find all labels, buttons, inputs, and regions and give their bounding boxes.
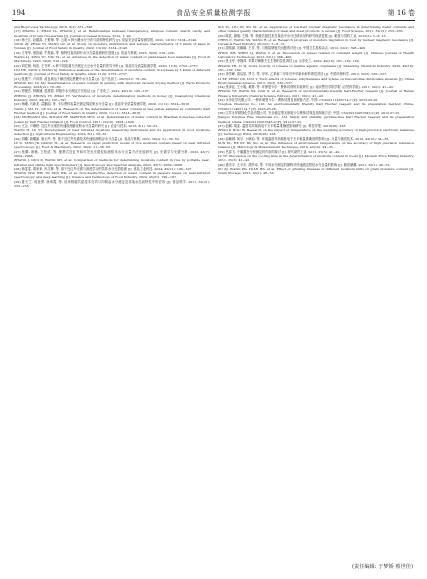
reference-entry: LI XF, ZHOU QX, LUO Y. Toxic effects of toluene, ethylbenzene and xylene on Neocaridina denticulate sinensis [J]. China Environmental Science, 2013, 33(3): 530−537. xyxy=(218,76,414,85)
reference-entry: [18] 杨子江, 赵耀真, 王惟博, 等. 云南 5 种大糖水分分布与质构特性研究 [J]. 食品安全质量检测学报, 2022, 13(10): 3134−3140. xyxy=(14,37,198,42)
references-right-column xyxy=(218,25,414,175)
reference-entry: [20] 刘宏娥, 杨浩, 王书军. 3 种不同检测方法测定大豆水分含量的差异分析 [J]. 食品安全质量检测学报, 2020, 11(9): 2753−2757. xyxy=(14,63,199,68)
reference-entry: YANG J, MA YL, GE SL, et al. Research on the determination of water content in bee pollen samples by volumetric Karl Fischer method [J]. Journal of Food Safety & Quality, 2020, 11(11): 3614−3618. xyxy=(14,106,210,115)
reference-entry: [37] 赵鹏, 胡亚. 温度对高频真电子天平称量准确度影响研究 [J]. 科技导报, 2018(28): 238. xyxy=(218,123,347,128)
volume-label: 第 16 卷 xyxy=(387,9,415,17)
reference-entry: ZHANG KN, LU XQ. Determination of water content in gummy with improved vacuum drying method [J]. Farm Products Processing, 2023(21): 78−80. xyxy=(14,80,210,90)
reference-entry: LIU HE, YANG Y, WANG SJ. Difference analysis of the determination of moisture content in soybean by 3 kinds of different methods [J]. Journal of Food Safety & Quality, 2020, 11(9): 2753−2757. xyxy=(14,67,210,77)
reference-entry: [22] 郑俊杰, 钟翀涵, 赵甜甜. 烘箱中水分测定方法验证 [J]. 广东化工, 2022, 49(16): 195−197. xyxy=(14,89,150,94)
reference-entry: [35] 永争化学有限公司. 一种环保型卡尔・费休试剂及其制备方法: 中国, CN202111405714.7 [P]. 2023-05-26. xyxy=(218,98,379,103)
reference-entry: [26] 刘曦, 唐曦丽, 唐太玲, 等. 基于近红外光谱技术快速检测稻谷水分含量 [J]. 食品与机械, 2022, 38(2): 51−56, 63. xyxy=(14,136,180,141)
reference-entry: ZHANG YR, LI TJ. Acute toxicity of toluene to marine aquatic organisms [J]. Shandong Chemical Industry, 2020, 49(16): 161−162, 169. xyxy=(218,63,414,72)
reference-entry: [32] 张玉华, 李静萍. 苹果对梅斯夫生生物的急性毒性 [J]. 山东化工, 2020, 49(16): 161−162, 169. xyxy=(218,59,360,64)
reference-entry: ZHENG JJ, ZHONG YY, ZHAO TT. Verification of moisture determination methods in honey [J]. Guangdong Chemical Industry, 2022, 49(16): 195−197. xyxy=(14,93,210,103)
reference-entry: [38] 孙鹏城, 何平, 卜晓怡, 等. 环境温度对高精度电子天平称量准确度的影响 [J]. 计量与测试技术, 2016, 43(10): 34−35. xyxy=(218,136,390,141)
running-header xyxy=(12,7,415,21)
reference-entry: [29] 夏天兰, 同登勇, 徐章霞, 等. 低场核磁共振技术在肉与肉制品水分测定及其他水品质特性中的应用 [J]. 食品科学, 2011, 32(21): 253−256. xyxy=(14,179,210,188)
reference-entry: ZHANG WW, WEI YP, SUN WK, et al. Non-destructive detection of water content in peppers based on near-infrared spectroscopy and deep learning [J]. Science and Technology of Food Industry, 2024, 45(21): 190−197. xyxy=(14,171,210,180)
reference-entry: [25] 王企, 卢琳婷. 近红外光谱法快速检测蜂花粉水分含量的研究 [J]. 农业与技术, 2016, 6(1): 58−61. xyxy=(14,123,159,128)
reference-entry: [31] 周伟斌, 沈娜娜, 王芳, 等. 与瓶装烟瓶关问题的讨论 [J]. 中国卫生检验杂志, 2012, 22(2): 398−400. xyxy=(218,46,367,51)
reference-entry: [30] 陈武, 谢瑞, 王锦, 等. 低磁共振技术在食品中水分迁移状况的研究现状进展 [J]. 粮食与饲料工业, 2015(5): 5−8, 13. xyxy=(218,33,387,38)
reference-entry: YANG ZJ, ZHAO YY, WANG GY, et al. Study on moisture distribution and texture characteristics of 5 kinds of kane in Yunnan [J]. Journal of Food Safety & Quality, 2022, 13(10): 3134−3140. xyxy=(14,42,210,51)
reference-entry: Yonghua Chemical Co., Ltd. An environmentally friendly Karl Fischer reagent and its preparation method: China, CN202111405714.7 [P]. 2023-05-26. xyxy=(218,102,414,111)
reference-entry: [40] 徐宗平, 王平东, 胡华卓, 等. 不同水分测定的静物对快速测定柑桔水分含量的影响 [J]. 粮食储藏, 2021, 50(1): 48−52. xyxy=(218,162,391,167)
reference-entry: LV YF. Discussion on the cooling time in the determination of moisture content in foods [J]. Modern Price Milling Industry, 2011, 25(3): 41−42. xyxy=(218,153,414,163)
reference-entry: WANG LJ, XING YC, NIU YL, et al. Advances in the detection of water content of plant-based food materials [J]. Food & Machinery, 2023, 39(8): 218−226. xyxy=(14,55,210,64)
reference-entry: CHEN C, WANG XX, WANG R, et al. Research progress of moisture migration in food by nuclear magnetic resonance [J]. Cereal & Feed Industry, 2015(5): 5−8, 13. xyxy=(218,37,414,47)
reference-entry: WANG H, LU YT. Development of near infrared moisture measuring instrument and its application in food moisture detection [J]. Agricultural Engineering, 2016, 6(1): 58−61. xyxy=(14,128,210,137)
reference-entry: [28] 杨雯雯, 胡家来, 孙文辉, 等. 基于近红外光谱与深度学习的苦荞水分无损检测 [J]. 食品工业科技, 2024, 45(21): 190−197. xyxy=(14,166,193,171)
reference-entry: ZHAO P, HOU W. Research on the impact of temperature on the weighing accuracy of high-precision electronic balances [J]. Technology Wind, 2018(28): 238. xyxy=(218,128,414,137)
page-number: 194 xyxy=(12,9,26,17)
reference-entry: [21] 张康宁, 卢训青. 改良减压干燥法测定蔗糖中水分含量 [J]. 农产品加工, 2023(21): 78−80. xyxy=(14,76,148,81)
reference-entry: XU ZJ, WANG PD, YUAN HS, et al. Effect of grinding fineness of different moisture mills on grain moisture content [J]. Grain Storage, 2021, 50(1): 48−52. xyxy=(218,166,414,176)
reference-entry: [19] 王采军, 邢欣斌, 牛燕丽, 等. 植物性食品即时水分含量检测研究进展 [J]. 食品与机械, 2023, 39(8): 218−226. xyxy=(14,50,175,55)
reference-entry: ZHANG J, GUO Z, WANG SH, et al. Comparison of methods for determining moisture content in rice by portable near-infrared and visible light spectrometers [J]. Spectroscopy and Spectral Analysis, 2023, 43(7): 2059−2066. xyxy=(14,158,210,167)
reference-entry: [23] 杨曦, 马新龙, 葛鹏丽, 等. 卡尔费休容量法测定棉花粕水分含量 [J]. 食品安全质量检测学报, 2020, 11(11): 3614−3618. xyxy=(14,102,191,107)
reference-entry: [36] 江苏永华精细化学品有限公司. 安全稳定型无吡啶卡尔费休试剂及其制备方法: 中国, CN202110057643.0 [P]. 2012-07-25. xyxy=(218,110,401,115)
reference-entry: and Bioprocess Technology, 2016, 9(2): 331−340. xyxy=(14,25,94,29)
reference-entry: [33] 李学峰, 周启星, 罗义, 等. 甲苯, 乙苯和二甲苯对中华新米虾的毒性效应 [J]. 中国环境科学, 2013, 33(3): 530−537. xyxy=(218,72,388,77)
reference-entry: LV D, TANG JB, DIANG TL, et al. Research on rapid prediction model of rice moisture content based on near infrared spectroscopy [J]. Food & Machinery, 2022, 38(2): 51−56, 63. xyxy=(14,141,210,150)
editor-credit: (责任编辑: 于梦娇 蔡世佳) xyxy=(352,564,413,570)
reference-entry: XIA TL, LIU DY, XU XL, et al. Application of low-field nuclear magnetic resonance in determining water contents and other related quality characteristics of meat and meat products: A review [J]. Food Science, 2011, 32(21): 253−256. xyxy=(218,25,414,34)
reference-entry: ZHOU WB, SHEN LJ, WANG Y, et al. Discussion on issues related to constant weight [J]. Chinese Journal of Health Laboratory Technology, 2012, 22(2): 398−400. xyxy=(218,50,414,60)
reference-entry: SUN PL, HE KY, BU XG, et al. The Influence of environment temperature on the accuracy of high precision reference balance [J]. Metrology & Measurement Technique, 2016, 43(10): 34−35. xyxy=(218,141,414,150)
references-left-column xyxy=(14,25,210,188)
reference-entry: ZHANG YZ, WANG XX, GAO X, et al. Research of environmentally-friendly Karl-Fischer reagent [J]. Journal of Henan Finance University (Natural Science Edition), 2011, 30(1): 41−43. xyxy=(218,89,414,98)
reference-entry: [34] 张泽业, 王小娟, 黄静, 等. 环保型卡尔・费休试剂的实验研究 [J]. 南京警官学院学报 (自然科学版), 2011, 30(1): 41−43. xyxy=(218,85,394,90)
reference-entry: [17] ZHANG L, ZHAO LL, ZHANG J, et al. Relationships between transparency, amylose content, starch cavity, and moisture of brown rice kernels [J]. Journal of Cereal Science, 2019, 1: 90. xyxy=(14,29,210,38)
reference-entry: [24] MORGANO MA, MILANI RF, MARTINS MCT, et al. Determination of water content in Brazilian honeybee-collected pollen by Karl Fischer titration [J]. Food Control, 2011, 22(10): 1604−1608. xyxy=(14,115,210,124)
journal-title: 食品安全质量检测学报 xyxy=(176,9,251,17)
reference-entry: [27] 张腾, 唐赋, 王松滤, 等. 便携式近红外和可见光光谱仪检测稻米水分含量方法比较研究 [J]. 光谱学与光谱分析, 2023, 43(7): 2059−2066. xyxy=(14,149,210,158)
reference-entry: Jiangsu Yonghua Fine Chemicals Co., Ltd. Safety and stability pyridine-free Karl Fischer reagent and its preparation method: China, CN202110057643.0 [P]. 2012-07-25. xyxy=(218,115,414,124)
reference-entry: [39] 吕春飞. 干燥器在分析测定时作用的探讨 [J]. 现代商贸工业, 2011, 25(3): 41−42. xyxy=(218,149,341,154)
